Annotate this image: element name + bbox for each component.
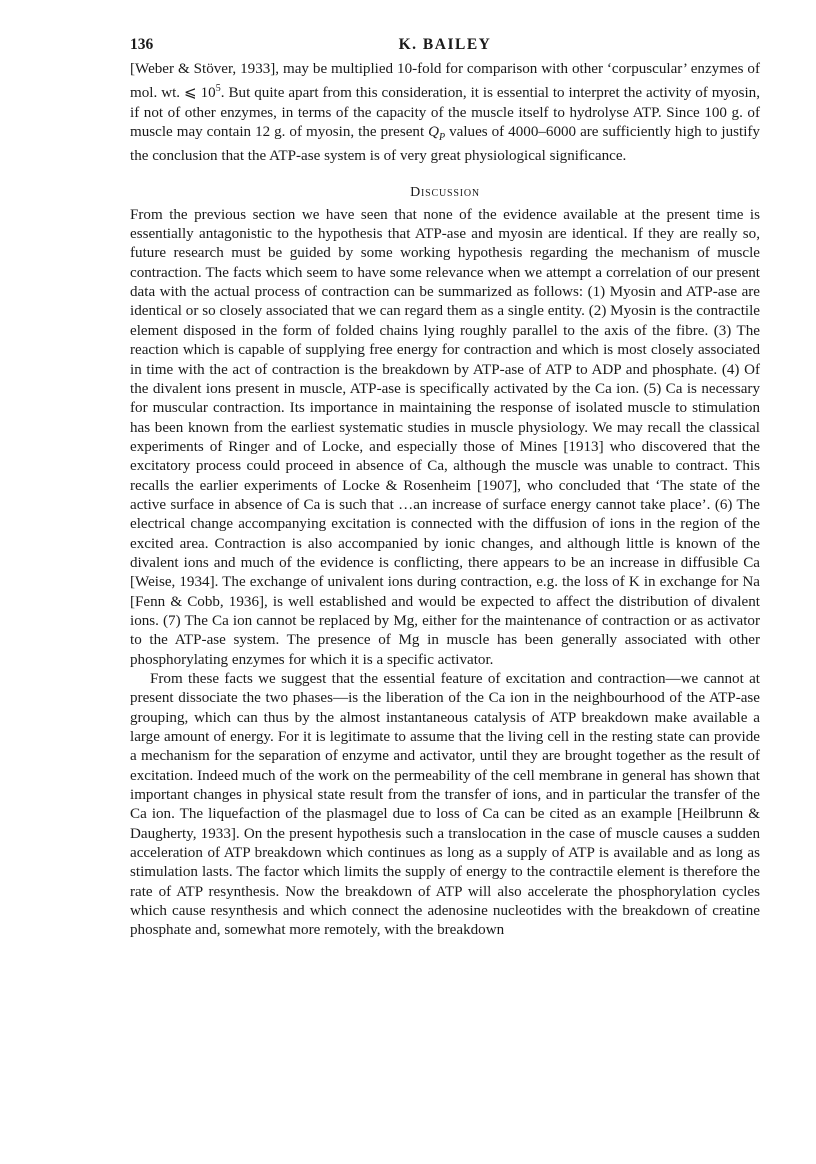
opening-text-2: . But quite apart from this consideration, it is essential to interpret the activity of myosin, if not of other enzymes, in terms of the capacity of the muscle itself to hydrolyse ATP. Since 100 g. of muscle may contain 12 g. of myosin, the present — [130, 85, 761, 141]
page-number: 136 — [130, 36, 154, 53]
opening-text-1: [Weber & Stöver, 1933], may be multiplied 10-fold for comparison with other ‘corpuscular’ enzymes of mol. wt. ⩽ 10 — [130, 61, 760, 102]
discussion-paragraph-1: From the previous section we have seen that none of the evidence available at the present time is essentially antagonistic to the hypothesis that ATP-ase and myosin are identical. If they are really so, future research must be guided by some working hypothesis regarding the mechanism of muscle contraction. The facts which seem to have some relevance when we attempt a correlation of our present data with the actual process of contraction can be summarized as follows: (1) Myosin and ATP-ase are identical or so closely associated that we can regard them as a single entity. (2) Myosin is the contractile element disposed in the form of folded chains lying roughly parallel to the axis of the fibre. (3) The reaction which is capable of supplying free energy for contraction and which is most closely associated in time with the act of contraction is the breakdown by ATP-ase of ATP to ADP and phosphate. (4) Of the divalent ions present in muscle, ATP-ase is specifically activated by the Ca ion. (5) Ca is necessary for muscular contraction. Its importance in maintaining the response of isolated muscle to stimulation has been known from the earliest systematic studies in muscle physiology. We may recall the classical experiments of Ringer and of Locke, and especially those of Mines [1913] who discovered that the excitatory process could proceed in absence of Ca, although the muscle was unable to contract. This recalls the earlier experiments of Locke & Rosenheim [1907], who concluded that ‘The state of the active surface in absence of Ca is such that …an increase of surface energy cannot take place’. (6) The electrical change accompanying excitation is connected with the diffusion of ions in the region of the excited area. Contraction is also accompanied by ionic changes, and although little is known of the divalent ions and much of the evidence is conflicting, there appears to be an increase in diffusible Ca [Weise, 1934]. The exchange of univalent ions during contraction, e.g. the loss of K in exchange for Na [Fenn & Cobb, 1936], is well established and would be expected to affect the distribution of divalent ions. (7) The Ca ion cannot be replaced by Mg, either for the maintenance of contraction or as activator to the ATP-ase system. The presence of Mg in muscle has been generally associated with other phosphorylating enzymes for which it is a specific activator. — [130, 206, 760, 668]
q-subscript: P — [439, 132, 446, 144]
running-title: K. BAILEY — [398, 36, 492, 53]
running-head — [130, 36, 760, 60]
section-heading-discussion: Discussion — [410, 184, 480, 200]
opening-paragraph — [130, 60, 760, 167]
exponent: 5 — [215, 83, 221, 95]
journal-page — [130, 36, 760, 941]
q-symbol: Q — [428, 124, 440, 141]
opening-text-3: values of 4000–6000 are sufficiently high to justify the conclusion that the ATP-ase system is of very great physiological significance. — [130, 124, 760, 165]
discussion-paragraph-2: From these facts we suggest that the essential feature of excitation and contraction—we cannot at present dissociate the two phases—is the liberation of the Ca ion in the neighbourhood of the ATP-ase grouping, which can thus by the almost instantaneous catalysis of ATP breakdown make available a large amount of energy. For it is legitimate to assume that the living cell in the resting state can provide a mechanism for the separation of enzyme and activator, until they are brought together as the result of excitation. Indeed much of the work on the permeability of the cell membrane in general has shown that important changes in physical state result from the transfer of ions, and in particular the transfer of the Ca ion. The liquefaction of the plasmagel due to loss of Ca can be cited as an example [Heilbrunn & Daugherty, 1933]. On the present hypothesis such a translocation in the case of muscle causes a sudden acceleration of ATP breakdown which continues as long as a supply of ATP is available and as long as stimulation lasts. The factor which limits the supply of energy to the contractile element is therefore the rate of ATP resynthesis. Now the breakdown of ATP will also accelerate the phosphorylation cycles which cause resynthesis and which connect the adenosine nucleotides with the breakdown of creatine phosphate and, somewhat more remotely, with the breakdown — [130, 671, 760, 939]
